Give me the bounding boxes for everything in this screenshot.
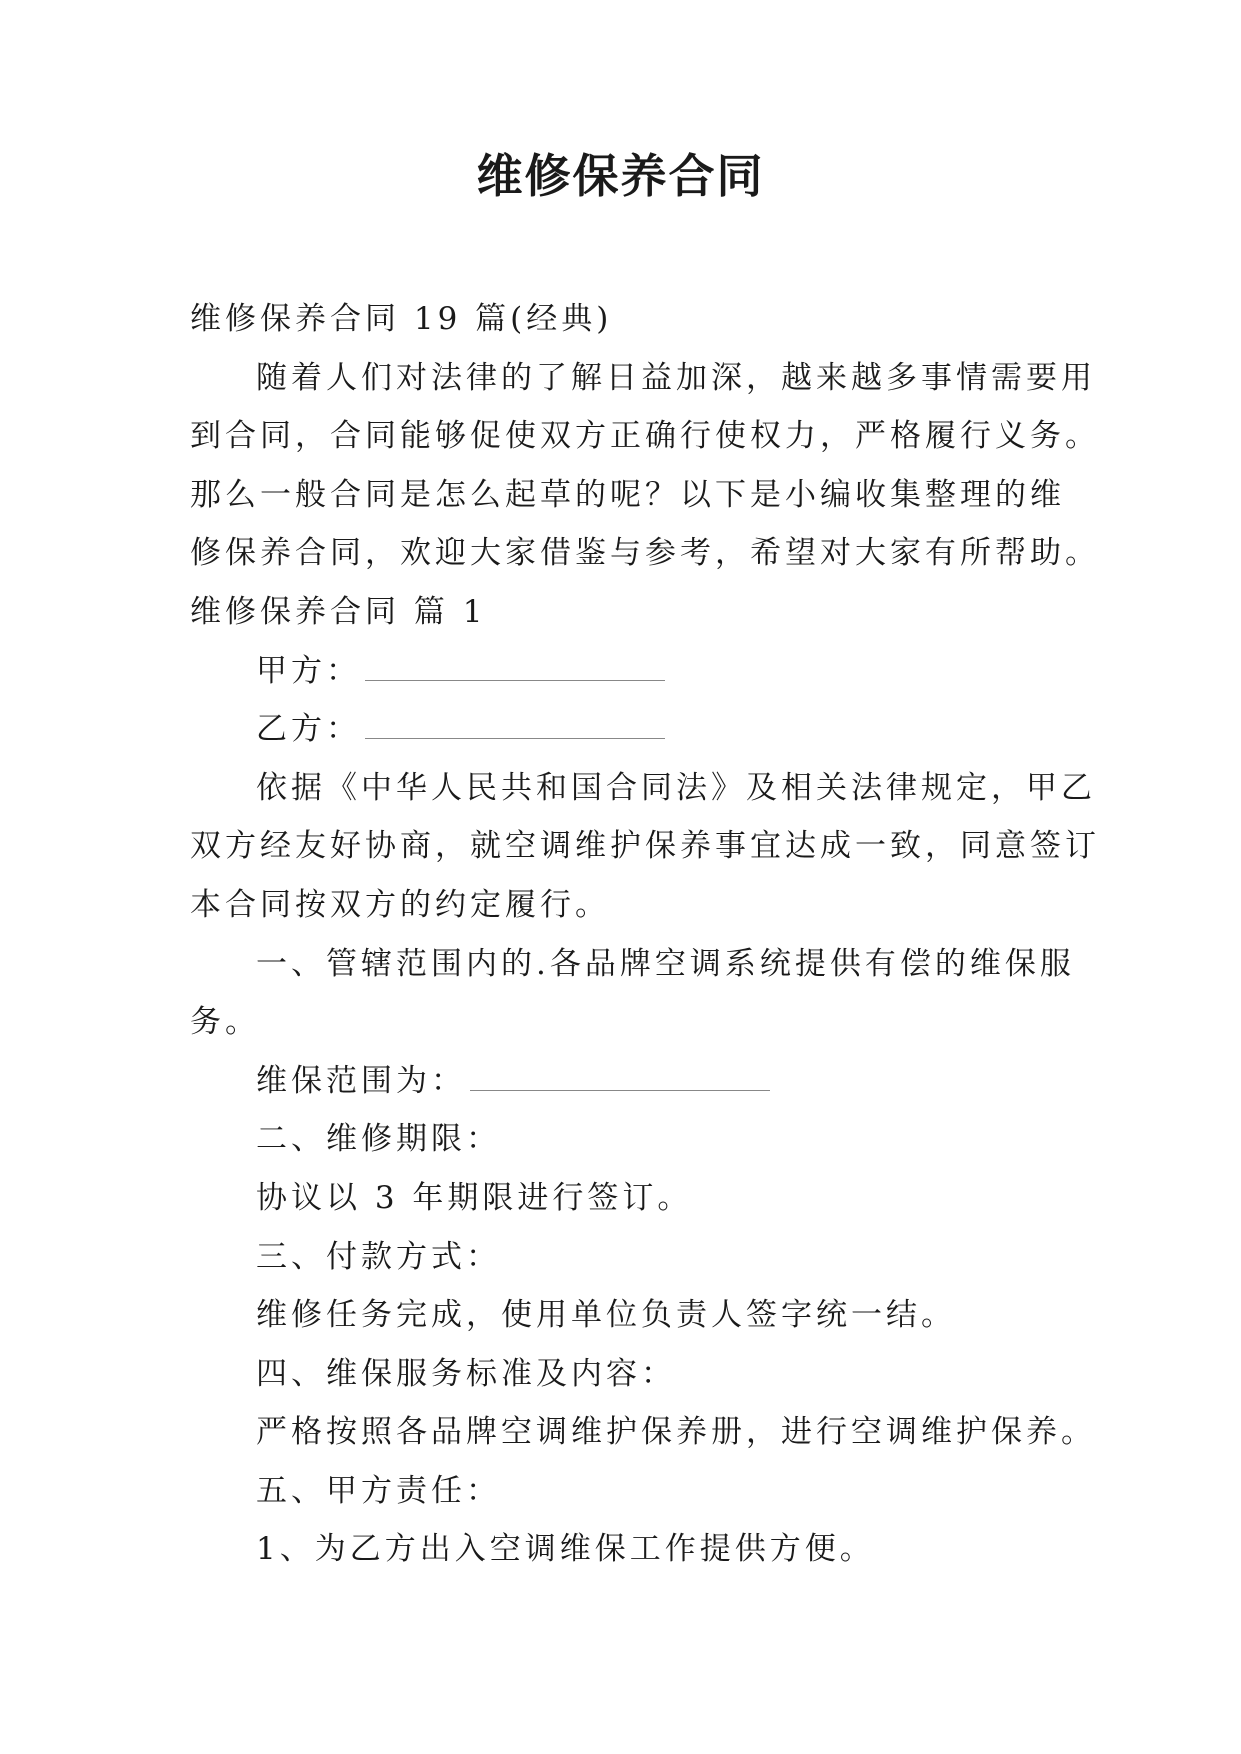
document-title: 维修保养合同 [476, 149, 765, 203]
scope-blank [470, 1068, 770, 1091]
clause-heading: 五、甲方责任： [256, 1472, 501, 1509]
clause-line: 严格按照各品牌空调维护保养册，进行空调维护保养。 [256, 1414, 1096, 1451]
clause-line: 1、为乙方出入空调维保工作提供方便。 [256, 1531, 875, 1568]
party-a-blank [365, 658, 665, 681]
document-body [190, 290, 1100, 1579]
clause-line: 一、管辖范围内的.各品牌空调系统提供有偿的维保服 [256, 945, 1075, 982]
party-a-label: 甲方： [256, 652, 361, 689]
paragraph-line: 那么一般合同是怎么起草的呢？以下是小编收集整理的维 [190, 476, 1065, 513]
paragraph-line: 双方经友好协商，就空调维护保养事宜达成一致，同意签订 [190, 828, 1100, 865]
paragraph-line: 修保养合同，欢迎大家借鉴与参考，希望对大家有所帮助。 [190, 535, 1100, 572]
subtitle-line: 维修保养合同 19 篇(经典) [190, 301, 613, 337]
party-b-label: 乙方： [256, 711, 361, 748]
scope-line [190, 1052, 1070, 1111]
paragraph-line: 到合同，合同能够促使双方正确行使权力，严格履行义务。 [190, 418, 1100, 455]
party-a-line [190, 642, 1070, 701]
paragraph-line: 依据《中华人民共和国合同法》及相关法律规定，甲乙 [256, 769, 1096, 806]
party-b-blank [365, 716, 665, 739]
paragraph-line: 本合同按双方的约定履行。 [190, 886, 610, 923]
clause-heading: 三、付款方式： [256, 1238, 501, 1275]
party-b-line [190, 700, 1070, 759]
clause-heading: 四、维保服务标准及内容： [256, 1355, 676, 1392]
clause-heading: 二、维修期限： [256, 1121, 501, 1158]
clause-line: 维修任务完成，使用单位负责人签字统一结。 [256, 1297, 956, 1334]
scope-label: 维保范围为： [256, 1062, 466, 1099]
section-heading: 维修保养合同 篇 1 [190, 593, 487, 630]
clause-line: 协议以 3 年期限进行签订。 [256, 1179, 693, 1216]
clause-line: 务。 [190, 1004, 260, 1041]
paragraph-line: 随着人们对法律的了解日益加深，越来越多事情需要用 [256, 359, 1096, 396]
